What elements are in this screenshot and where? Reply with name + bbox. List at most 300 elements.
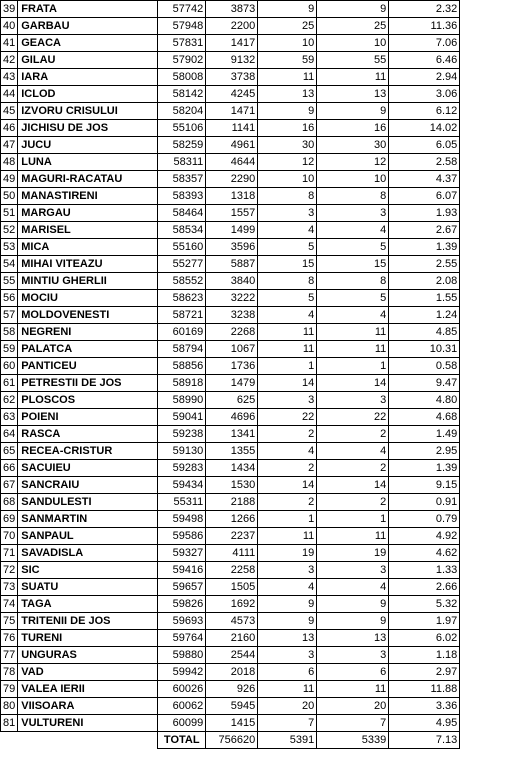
table-row	[1, 511, 460, 528]
table-row	[1, 409, 460, 426]
total-col-a: 5391	[258, 732, 317, 749]
locality-name: SIC	[18, 562, 158, 579]
count-a: 3	[258, 392, 317, 409]
count-a: 3	[258, 647, 317, 664]
count-b: 9	[317, 103, 389, 120]
locality-name: VAD	[18, 664, 158, 681]
locality-name: JUCU	[18, 137, 158, 154]
count-b: 3	[317, 562, 389, 579]
locality-name: MANASTIRENI	[18, 188, 158, 205]
ratio: 0.58	[389, 358, 460, 375]
population: 3222	[206, 290, 258, 307]
total-population: 756620	[206, 732, 258, 749]
row-index: 58	[1, 324, 18, 341]
siruta-code: 60026	[158, 681, 206, 698]
count-b: 13	[317, 86, 389, 103]
table-row	[1, 664, 460, 681]
population: 1692	[206, 596, 258, 613]
table-row	[1, 392, 460, 409]
population: 3596	[206, 239, 258, 256]
locality-name: SANMARTIN	[18, 511, 158, 528]
count-a: 4	[258, 443, 317, 460]
siruta-code: 58856	[158, 358, 206, 375]
siruta-code: 59498	[158, 511, 206, 528]
ratio: 1.39	[389, 460, 460, 477]
locality-name: SUATU	[18, 579, 158, 596]
siruta-code: 59041	[158, 409, 206, 426]
locality-name: POIENI	[18, 409, 158, 426]
locality-name: MINTIU GHERLII	[18, 273, 158, 290]
table-row	[1, 69, 460, 86]
population: 1557	[206, 205, 258, 222]
siruta-code: 59880	[158, 647, 206, 664]
row-index: 78	[1, 664, 18, 681]
ratio: 0.79	[389, 511, 460, 528]
count-b: 6	[317, 664, 389, 681]
table-row	[1, 528, 460, 545]
count-a: 19	[258, 545, 317, 562]
table-row	[1, 103, 460, 120]
row-index: 41	[1, 35, 18, 52]
table-row	[1, 86, 460, 103]
row-index: 45	[1, 103, 18, 120]
count-b: 10	[317, 35, 389, 52]
ratio: 1.18	[389, 647, 460, 664]
count-a: 3	[258, 205, 317, 222]
count-a: 20	[258, 698, 317, 715]
table-row	[1, 341, 460, 358]
count-a: 15	[258, 256, 317, 273]
row-index: 52	[1, 222, 18, 239]
count-b: 20	[317, 698, 389, 715]
row-index: 59	[1, 341, 18, 358]
count-b: 9	[317, 1, 389, 18]
count-b: 9	[317, 596, 389, 613]
row-index: 74	[1, 596, 18, 613]
siruta-code: 55106	[158, 120, 206, 137]
table-row	[1, 188, 460, 205]
count-a: 9	[258, 613, 317, 630]
siruta-code: 58794	[158, 341, 206, 358]
count-a: 11	[258, 681, 317, 698]
count-a: 8	[258, 188, 317, 205]
population: 1417	[206, 35, 258, 52]
population: 625	[206, 392, 258, 409]
ratio: 6.02	[389, 630, 460, 647]
table-row	[1, 613, 460, 630]
count-b: 2	[317, 494, 389, 511]
row-index: 72	[1, 562, 18, 579]
population: 2258	[206, 562, 258, 579]
ratio: 2.94	[389, 69, 460, 86]
ratio: 1.39	[389, 239, 460, 256]
population: 1067	[206, 341, 258, 358]
row-index: 46	[1, 120, 18, 137]
total-ratio: 7.13	[389, 732, 460, 749]
count-a: 5	[258, 239, 317, 256]
count-b: 30	[317, 137, 389, 154]
siruta-code: 58721	[158, 307, 206, 324]
siruta-code: 59657	[158, 579, 206, 596]
locality-name: PANTICEU	[18, 358, 158, 375]
row-index: 54	[1, 256, 18, 273]
row-index: 64	[1, 426, 18, 443]
count-b: 55	[317, 52, 389, 69]
row-index: 66	[1, 460, 18, 477]
count-b: 11	[317, 528, 389, 545]
count-b: 5	[317, 290, 389, 307]
population: 1479	[206, 375, 258, 392]
locality-name: RASCA	[18, 426, 158, 443]
row-index: 55	[1, 273, 18, 290]
count-a: 16	[258, 120, 317, 137]
siruta-code: 55277	[158, 256, 206, 273]
population: 5887	[206, 256, 258, 273]
ratio: 4.62	[389, 545, 460, 562]
siruta-code: 59942	[158, 664, 206, 681]
table-row	[1, 290, 460, 307]
count-b: 19	[317, 545, 389, 562]
count-a: 5	[258, 290, 317, 307]
ratio: 2.55	[389, 256, 460, 273]
ratio: 10.31	[389, 341, 460, 358]
count-a: 59	[258, 52, 317, 69]
siruta-code: 59434	[158, 477, 206, 494]
table-row	[1, 681, 460, 698]
ratio: 5.32	[389, 596, 460, 613]
table-row	[1, 460, 460, 477]
locality-name: PLOSCOS	[18, 392, 158, 409]
locality-name: MICA	[18, 239, 158, 256]
row-index: 79	[1, 681, 18, 698]
ratio: 9.15	[389, 477, 460, 494]
table-row	[1, 35, 460, 52]
locality-name: MARISEL	[18, 222, 158, 239]
count-a: 3	[258, 562, 317, 579]
population: 926	[206, 681, 258, 698]
count-b: 11	[317, 681, 389, 698]
total-label: TOTAL	[158, 732, 206, 749]
ratio: 1.49	[389, 426, 460, 443]
ratio: 4.85	[389, 324, 460, 341]
locality-name: SANCRAIU	[18, 477, 158, 494]
locality-name: GEACA	[18, 35, 158, 52]
locality-name: TURENI	[18, 630, 158, 647]
siruta-code: 59283	[158, 460, 206, 477]
ratio: 6.12	[389, 103, 460, 120]
table-body	[1, 1, 460, 732]
siruta-code: 55160	[158, 239, 206, 256]
locality-name: TAGA	[18, 596, 158, 613]
count-a: 14	[258, 477, 317, 494]
population: 1505	[206, 579, 258, 596]
table-row	[1, 494, 460, 511]
row-index: 50	[1, 188, 18, 205]
population: 2200	[206, 18, 258, 35]
siruta-code: 59327	[158, 545, 206, 562]
population: 1141	[206, 120, 258, 137]
locality-name: IZVORU CRISULUI	[18, 103, 158, 120]
ratio: 2.67	[389, 222, 460, 239]
count-b: 11	[317, 69, 389, 86]
locality-name: MOLDOVENESTI	[18, 307, 158, 324]
population: 1530	[206, 477, 258, 494]
locality-name: PALATCA	[18, 341, 158, 358]
population: 5945	[206, 698, 258, 715]
count-b: 14	[317, 375, 389, 392]
locality-name: IARA	[18, 69, 158, 86]
count-b: 10	[317, 171, 389, 188]
row-index: 47	[1, 137, 18, 154]
population: 1341	[206, 426, 258, 443]
count-b: 9	[317, 613, 389, 630]
table-row	[1, 477, 460, 494]
table-row	[1, 171, 460, 188]
population: 1415	[206, 715, 258, 732]
count-b: 2	[317, 426, 389, 443]
row-index: 53	[1, 239, 18, 256]
siruta-code: 59416	[158, 562, 206, 579]
table-row	[1, 120, 460, 137]
population: 3840	[206, 273, 258, 290]
ratio: 1.55	[389, 290, 460, 307]
count-b: 4	[317, 222, 389, 239]
population: 4961	[206, 137, 258, 154]
locality-name: ICLOD	[18, 86, 158, 103]
ratio: 3.06	[389, 86, 460, 103]
siruta-code: 57902	[158, 52, 206, 69]
count-a: 13	[258, 630, 317, 647]
count-a: 11	[258, 69, 317, 86]
siruta-code: 59764	[158, 630, 206, 647]
row-index: 60	[1, 358, 18, 375]
count-a: 6	[258, 664, 317, 681]
siruta-code: 58534	[158, 222, 206, 239]
count-b: 1	[317, 358, 389, 375]
count-b: 11	[317, 341, 389, 358]
row-index: 44	[1, 86, 18, 103]
table-row	[1, 647, 460, 664]
ratio: 4.80	[389, 392, 460, 409]
table-row	[1, 273, 460, 290]
table-row	[1, 545, 460, 562]
siruta-code: 57742	[158, 1, 206, 18]
count-a: 13	[258, 86, 317, 103]
population: 2160	[206, 630, 258, 647]
population: 4644	[206, 154, 258, 171]
ratio: 1.24	[389, 307, 460, 324]
count-a: 10	[258, 171, 317, 188]
row-index: 39	[1, 1, 18, 18]
locality-name: PETRESTII DE JOS	[18, 375, 158, 392]
siruta-code: 58357	[158, 171, 206, 188]
locality-name: SAVADISLA	[18, 545, 158, 562]
ratio: 2.08	[389, 273, 460, 290]
row-index: 49	[1, 171, 18, 188]
ratio: 4.92	[389, 528, 460, 545]
ratio: 11.36	[389, 18, 460, 35]
count-b: 7	[317, 715, 389, 732]
ratio: 1.93	[389, 205, 460, 222]
population: 4696	[206, 409, 258, 426]
siruta-code: 58918	[158, 375, 206, 392]
count-a: 11	[258, 341, 317, 358]
count-a: 10	[258, 35, 317, 52]
siruta-code: 58204	[158, 103, 206, 120]
locality-name: JICHISU DE JOS	[18, 120, 158, 137]
row-index: 62	[1, 392, 18, 409]
table-row	[1, 205, 460, 222]
count-a: 22	[258, 409, 317, 426]
population: 4111	[206, 545, 258, 562]
population: 2237	[206, 528, 258, 545]
count-b: 16	[317, 120, 389, 137]
ratio: 2.32	[389, 1, 460, 18]
population: 1499	[206, 222, 258, 239]
population: 1266	[206, 511, 258, 528]
siruta-code: 58990	[158, 392, 206, 409]
row-index: 61	[1, 375, 18, 392]
siruta-code: 58393	[158, 188, 206, 205]
count-b: 11	[317, 324, 389, 341]
population: 2268	[206, 324, 258, 341]
count-b: 13	[317, 630, 389, 647]
total-blank-name	[18, 732, 158, 749]
locality-name: VALEA IERII	[18, 681, 158, 698]
ratio: 4.68	[389, 409, 460, 426]
ratio: 0.91	[389, 494, 460, 511]
siruta-code: 59826	[158, 596, 206, 613]
count-a: 12	[258, 154, 317, 171]
count-b: 3	[317, 647, 389, 664]
count-a: 2	[258, 426, 317, 443]
ratio: 1.97	[389, 613, 460, 630]
population: 1355	[206, 443, 258, 460]
count-a: 11	[258, 528, 317, 545]
table-row	[1, 579, 460, 596]
count-b: 5	[317, 239, 389, 256]
locality-name: LUNA	[18, 154, 158, 171]
row-index: 80	[1, 698, 18, 715]
count-a: 8	[258, 273, 317, 290]
siruta-code: 58008	[158, 69, 206, 86]
ratio: 6.05	[389, 137, 460, 154]
ratio: 9.47	[389, 375, 460, 392]
locality-name: NEGRENI	[18, 324, 158, 341]
count-b: 8	[317, 273, 389, 290]
count-a: 25	[258, 18, 317, 35]
table-row	[1, 443, 460, 460]
row-index: 68	[1, 494, 18, 511]
count-b: 4	[317, 307, 389, 324]
row-index: 56	[1, 290, 18, 307]
row-index: 81	[1, 715, 18, 732]
row-index: 75	[1, 613, 18, 630]
ratio: 4.95	[389, 715, 460, 732]
siruta-code: 58464	[158, 205, 206, 222]
count-a: 1	[258, 358, 317, 375]
ratio: 6.07	[389, 188, 460, 205]
count-a: 11	[258, 324, 317, 341]
row-index: 73	[1, 579, 18, 596]
table-row	[1, 52, 460, 69]
count-b: 3	[317, 392, 389, 409]
table-row	[1, 375, 460, 392]
table-row	[1, 426, 460, 443]
total-blank-index	[1, 732, 18, 749]
locality-name: FRATA	[18, 1, 158, 18]
population: 4245	[206, 86, 258, 103]
population: 2018	[206, 664, 258, 681]
total-col-b: 5339	[317, 732, 389, 749]
count-a: 1	[258, 511, 317, 528]
count-b: 3	[317, 205, 389, 222]
population: 1434	[206, 460, 258, 477]
locality-name: MAGURI-RACATAU	[18, 171, 158, 188]
row-index: 65	[1, 443, 18, 460]
population: 1318	[206, 188, 258, 205]
siruta-code: 57948	[158, 18, 206, 35]
table-row	[1, 239, 460, 256]
count-b: 14	[317, 477, 389, 494]
siruta-code: 57831	[158, 35, 206, 52]
table-row	[1, 1, 460, 18]
table-row	[1, 358, 460, 375]
population: 1471	[206, 103, 258, 120]
row-index: 69	[1, 511, 18, 528]
table-row	[1, 630, 460, 647]
ratio: 2.95	[389, 443, 460, 460]
siruta-code: 60062	[158, 698, 206, 715]
count-b: 8	[317, 188, 389, 205]
count-a: 2	[258, 460, 317, 477]
population: 4573	[206, 613, 258, 630]
ratio: 2.58	[389, 154, 460, 171]
locality-name: SACUIEU	[18, 460, 158, 477]
count-a: 4	[258, 222, 317, 239]
ratio: 2.97	[389, 664, 460, 681]
table-row	[1, 596, 460, 613]
population: 3738	[206, 69, 258, 86]
siruta-code: 55311	[158, 494, 206, 511]
count-b: 2	[317, 460, 389, 477]
locality-name: TRITENII DE JOS	[18, 613, 158, 630]
table-row	[1, 715, 460, 732]
table-row	[1, 18, 460, 35]
count-a: 14	[258, 375, 317, 392]
table-row	[1, 324, 460, 341]
ratio: 2.66	[389, 579, 460, 596]
count-b: 4	[317, 443, 389, 460]
row-index: 76	[1, 630, 18, 647]
locality-name: MIHAI VITEAZU	[18, 256, 158, 273]
row-index: 57	[1, 307, 18, 324]
siruta-code: 58142	[158, 86, 206, 103]
count-b: 4	[317, 579, 389, 596]
population: 9132	[206, 52, 258, 69]
count-a: 9	[258, 1, 317, 18]
siruta-code: 60099	[158, 715, 206, 732]
total-row	[1, 732, 460, 749]
row-index: 43	[1, 69, 18, 86]
row-index: 63	[1, 409, 18, 426]
locality-name: VULTURENI	[18, 715, 158, 732]
row-index: 48	[1, 154, 18, 171]
siruta-code: 58623	[158, 290, 206, 307]
population: 3873	[206, 1, 258, 18]
population: 2290	[206, 171, 258, 188]
locality-name: MARGAU	[18, 205, 158, 222]
